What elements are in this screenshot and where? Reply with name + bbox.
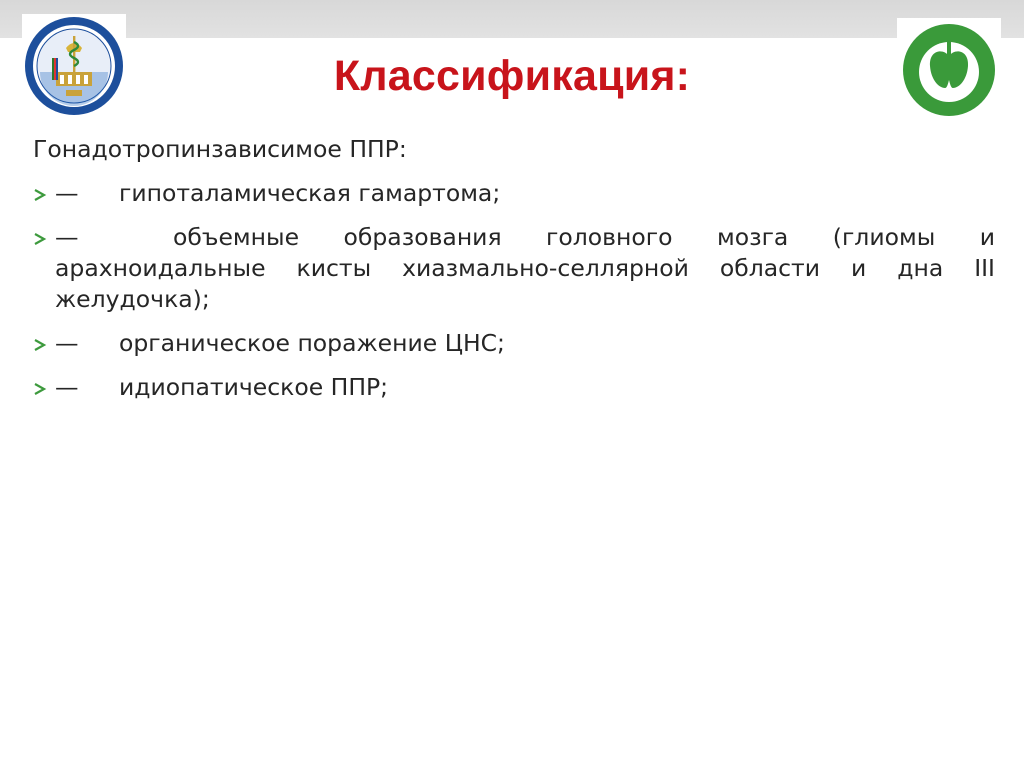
- chevron-right-icon: [33, 232, 47, 246]
- list-item-label: органическое поражение ЦНС;: [119, 329, 505, 357]
- list-item-label: объемные образования головного мозга (глиомы и арахноидальные кисты хиазмально-селлярной области и дна III желудочка);: [55, 223, 995, 313]
- list-item-text: [55, 178, 995, 209]
- list-item-dash: —: [55, 179, 79, 207]
- list-item-label: идиопатическое ППР;: [119, 373, 389, 401]
- list-item: [33, 328, 995, 359]
- list-item-text: [55, 222, 995, 315]
- list-item: [33, 372, 995, 403]
- list-item-dash: —: [55, 373, 79, 401]
- list-item: [33, 178, 995, 209]
- list-item-label: гипоталамическая гамартома;: [119, 179, 501, 207]
- list-item: [33, 222, 995, 315]
- slide-title: Классификация:: [333, 52, 691, 100]
- list-item-dash: —: [55, 329, 79, 357]
- list-item-text: [55, 372, 995, 403]
- slide-top-band: [0, 0, 1024, 38]
- chevron-right-icon: [33, 338, 47, 352]
- slide-content: [33, 134, 995, 416]
- list-item-dash: —: [55, 223, 79, 251]
- list-item-text: [55, 328, 995, 359]
- subheading: Гонадотропинзависимое ППР:: [33, 135, 407, 163]
- chevron-right-icon: [33, 188, 47, 202]
- chevron-right-icon: [33, 382, 47, 396]
